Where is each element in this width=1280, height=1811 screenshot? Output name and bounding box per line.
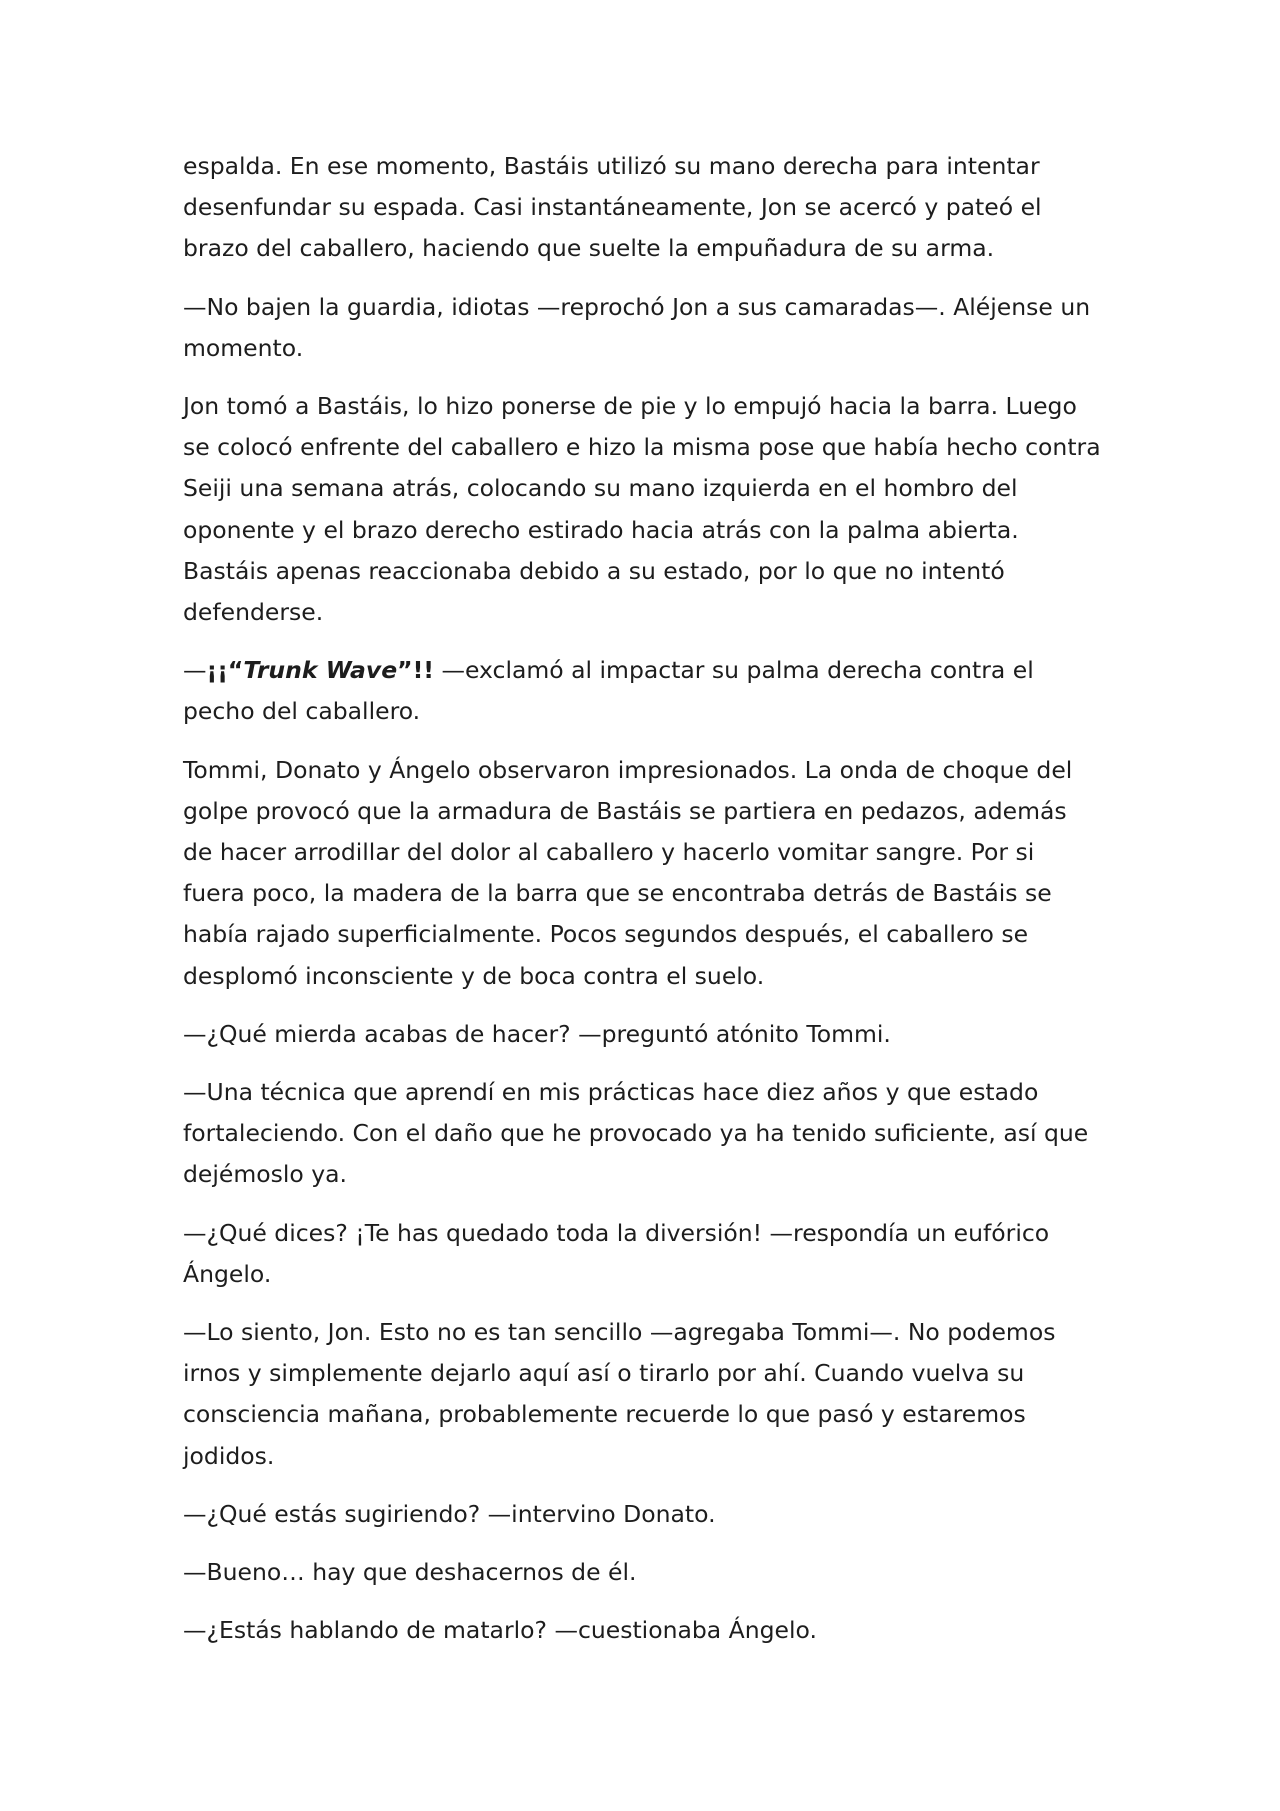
paragraph: —Lo siento, Jon. Esto no es tan sencillo —agregaba Tommi—. No podemos irnos y simplemente dejarlo aquí así o tirarlo por ahí. Cuando vuelva su consciencia mañana, probablemente recuerde lo que pasó y estaremos jodidos. <box>183 1318 1056 1470</box>
paragraph: Tommi, Donato y Ángelo observaron impresionados. La onda de choque del golpe provocó que la armadura de Bastáis se partiera en pedazos, además de hacer arrodillar del dolor al caballero y hacerlo vomitar sangre. Por si fuera poco, la madera de la barra que se encontraba detrás de Bastáis se había rajado superficialmente. Pocos segundos después, el caballero se desplomó inconsciente y de boca contra el suelo. <box>183 755 1073 990</box>
paragraph: —Una técnica que aprendí en mis prácticas hace diez años y que estado fortaleciendo. Con el daño que he provocado ya ha tenido suficiente, así que dejémoslo ya. <box>183 1078 1089 1189</box>
paragraph-rest: —exclamó al impactar su palma derecha contra el pecho del caballero. <box>183 656 1034 726</box>
paragraph: —No bajen la guardia, idiotas —reprochó Jon a sus camaradas—. Aléjense un momento. <box>183 292 1091 362</box>
paragraph: —¿Qué dices? ¡Te has quedado toda la diversión! —respondía un eufórico Ángelo. <box>183 1218 1050 1288</box>
paragraph: —Bueno… hay que deshacernos de él. <box>183 1558 637 1587</box>
dialogue-dash: — <box>183 656 207 685</box>
paragraph-exclamation <box>183 650 1103 732</box>
paragraph: —¿Qué estás sugiriendo? —intervino Donato. <box>183 1499 716 1528</box>
paragraph: —¿Qué mierda acabas de hacer? —preguntó atónito Tommi. <box>183 1019 891 1048</box>
paragraph: Jon tomó a Bastáis, lo hizo ponerse de pie y lo empujó hacia la barra. Luego se colocó enfrente del caballero e hizo la misma pose que había hecho contra Seiji una semana atrás, colocando su mano izquierda en el hombro del oponente y el brazo derecho estirado hacia atrás con la palma abierta. Bastáis apenas reaccionaba debido a su estado, por lo que no intentó defenderse. <box>183 392 1101 627</box>
paragraph: espalda. En ese momento, Bastáis utilizó su mano derecha para intentar desenfundar su espada. Casi instantáneamente, Jon se acercó y pateó el brazo del caballero, haciendo que suelte la empuñadura de su arma. <box>183 152 1042 263</box>
document-body <box>183 146 1103 1669</box>
technique-title: Trunk Wave <box>243 656 398 685</box>
technique-close: ”!! <box>397 656 435 685</box>
technique-open: ¡¡“ <box>206 656 244 685</box>
paragraph: —¿Estás hablando de matarlo? —cuestionaba Ángelo. <box>183 1616 817 1645</box>
technique-name <box>207 656 435 684</box>
